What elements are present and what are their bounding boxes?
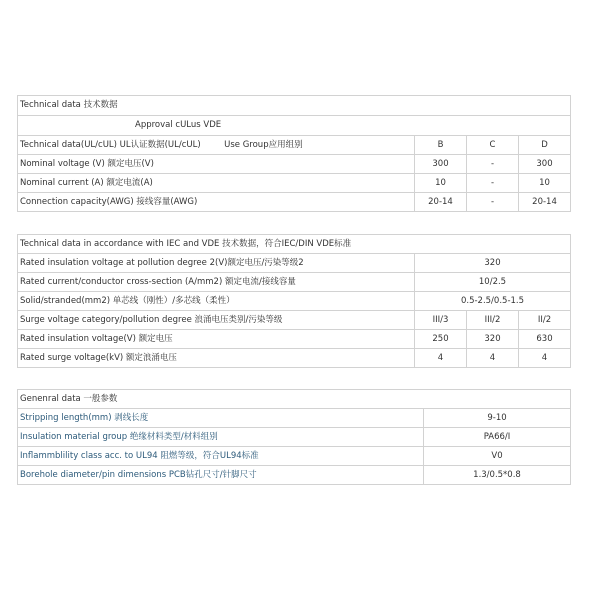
table-row bbox=[18, 273, 571, 292]
approval-text: Approval cULus VDE bbox=[18, 116, 571, 136]
cell-value: III/3 bbox=[415, 311, 467, 330]
cell-value: - bbox=[467, 193, 519, 212]
cell-value: III/2 bbox=[467, 311, 519, 330]
cell-value: 250 bbox=[415, 330, 467, 349]
table-row bbox=[18, 193, 571, 212]
group-b-header: B bbox=[415, 136, 467, 155]
cell-value: II/2 bbox=[519, 311, 571, 330]
row-label: Rated surge voltage(kV) 额定浪涌电压 bbox=[18, 349, 415, 368]
table-row bbox=[18, 155, 571, 174]
group-d-header: D bbox=[519, 136, 571, 155]
cell-value: 10 bbox=[519, 174, 571, 193]
cell-value: 10 bbox=[415, 174, 467, 193]
table-row bbox=[18, 292, 571, 311]
table-row bbox=[18, 409, 571, 428]
cell-value: 630 bbox=[519, 330, 571, 349]
row-label: Stripping length(mm) 剥线长度 bbox=[18, 409, 424, 428]
table-title: Technical data 技术数据 bbox=[18, 96, 571, 116]
row-label: Nominal voltage (V) 额定电压(V) bbox=[18, 155, 415, 174]
ul-header-text: Technical data(UL/cUL) UL认证数据(UL/cUL) bbox=[20, 140, 201, 150]
table-title: Genenral data 一般参数 bbox=[18, 390, 571, 409]
cell-value: 1.3/0.5*0.8 bbox=[424, 466, 571, 485]
cell-value: 9-10 bbox=[424, 409, 571, 428]
cell-value: 320 bbox=[415, 254, 571, 273]
row-label: Connection capacity(AWG) 接线容量(AWG) bbox=[18, 193, 415, 212]
table-row bbox=[18, 311, 571, 330]
group-c-header: C bbox=[467, 136, 519, 155]
row-label: Rated current/conductor cross-section (A/mm2) 额定电流/接线容量 bbox=[18, 273, 415, 292]
cell-value: 20-14 bbox=[519, 193, 571, 212]
cell-value: PA66/I bbox=[424, 428, 571, 447]
table-row bbox=[18, 174, 571, 193]
table-row bbox=[18, 349, 571, 368]
cell-value: V0 bbox=[424, 447, 571, 466]
table-row bbox=[18, 330, 571, 349]
table-row bbox=[18, 466, 571, 485]
use-group-text: Use Group应用组别 bbox=[224, 140, 303, 150]
row-label: Borehole diameter/pin dimensions PCB钻孔尺寸/针脚尺寸 bbox=[18, 466, 424, 485]
row-label: Solid/stranded(mm2) 单芯线（刚性）/多芯线（柔性） bbox=[18, 292, 415, 311]
iec-vde-data-table bbox=[17, 234, 571, 368]
row-label: Surge voltage category/pollution degree 浪涌电压类别/污染等级 bbox=[18, 311, 415, 330]
cell-value: - bbox=[467, 155, 519, 174]
cell-value: 4 bbox=[519, 349, 571, 368]
general-data-table bbox=[17, 389, 571, 485]
cell-value: 0.5-2.5/0.5-1.5 bbox=[415, 292, 571, 311]
cell-value: 20-14 bbox=[415, 193, 467, 212]
cell-value: 300 bbox=[415, 155, 467, 174]
row-label: Insulation material group 绝缘材料类型/材料组别 bbox=[18, 428, 424, 447]
cell-value: - bbox=[467, 174, 519, 193]
table-row bbox=[18, 447, 571, 466]
row-label: Rated insulation voltage at pollution degree 2(V)额定电压/污染等级2 bbox=[18, 254, 415, 273]
table-title: Technical data in accordance with IEC and VDE 技术数据，符合IEC/DIN VDE标准 bbox=[18, 235, 571, 254]
table-row bbox=[18, 428, 571, 447]
ul-header-label bbox=[18, 136, 415, 155]
cell-value: 320 bbox=[467, 330, 519, 349]
cell-value: 300 bbox=[519, 155, 571, 174]
cell-value: 10/2.5 bbox=[415, 273, 571, 292]
cell-value: 4 bbox=[415, 349, 467, 368]
cell-value: 4 bbox=[467, 349, 519, 368]
row-label: Inflammblility class acc. to UL94 阻燃等级，符合UL94标准 bbox=[18, 447, 424, 466]
table-row bbox=[18, 254, 571, 273]
row-label: Rated insulation voltage(V) 额定电压 bbox=[18, 330, 415, 349]
row-label: Nominal current (A) 额定电流(A) bbox=[18, 174, 415, 193]
technical-data-table bbox=[17, 95, 571, 212]
